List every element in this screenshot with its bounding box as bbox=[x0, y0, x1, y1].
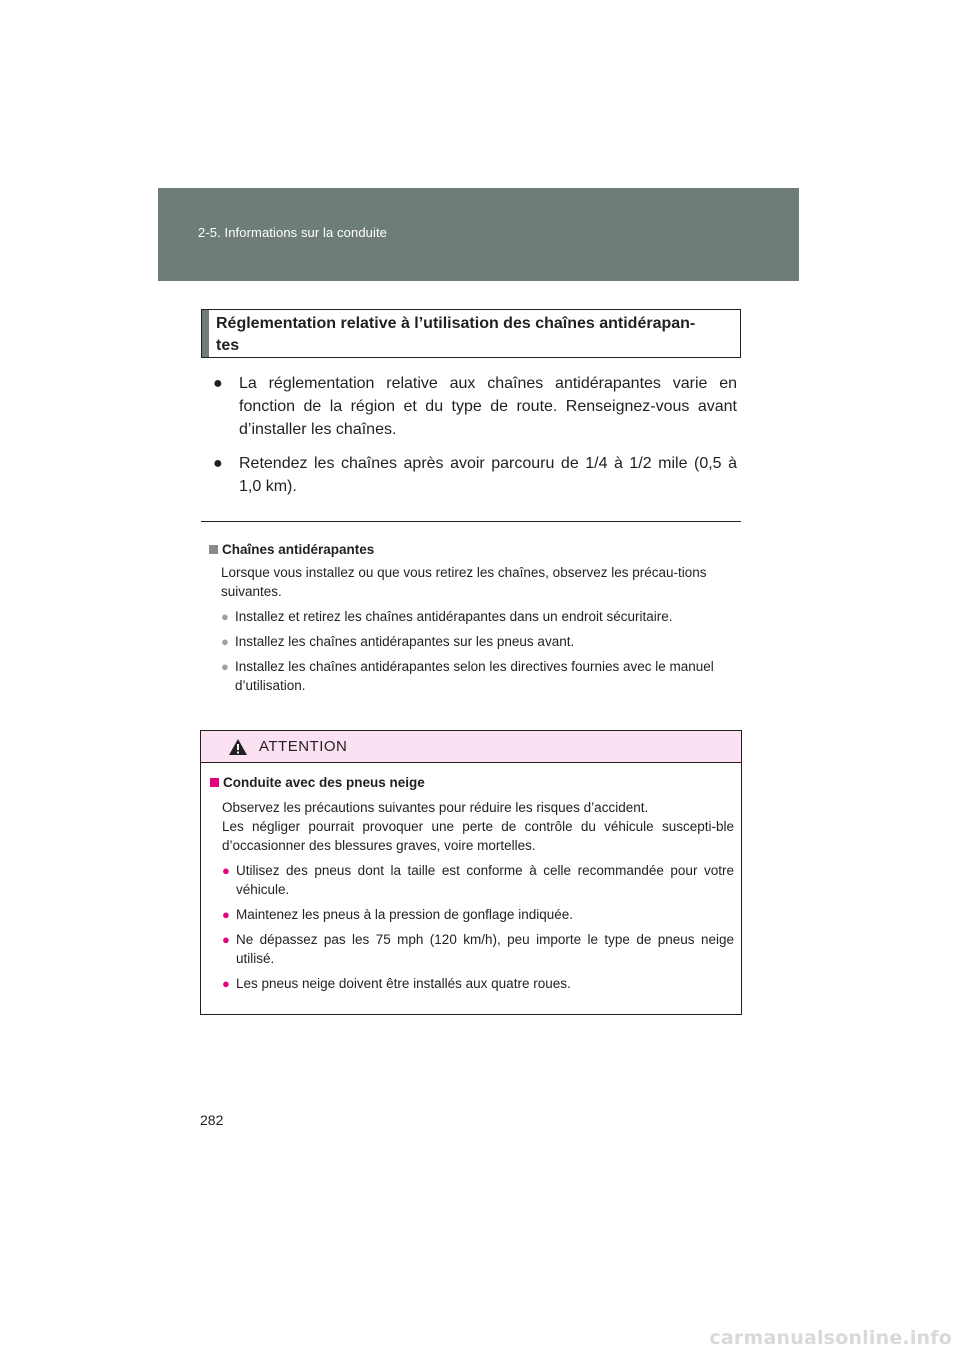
chapter-section-label: 2-5. Informations sur la conduite bbox=[198, 225, 388, 240]
page-number: 282 bbox=[200, 1112, 224, 1128]
section-bullet-text: La réglementation relative aux chaînes antidérapantes varie en fonction de la région et du type de route. Renseignez-vous avant d’installer les chaînes. bbox=[239, 375, 737, 438]
attention-item bbox=[222, 905, 734, 924]
notes-item bbox=[221, 657, 737, 695]
watermark: carmanualsonline.info bbox=[709, 1327, 952, 1349]
attention-item-text: Utilisez des pneus dont la taille est conforme à celle recommandée pour votre véhicule. bbox=[236, 863, 734, 897]
warning-triangle-icon bbox=[228, 738, 248, 756]
notes-heading-text: Chaînes antidérapantes bbox=[222, 542, 375, 557]
notes-item bbox=[221, 607, 737, 626]
section-title-line-2: tes bbox=[216, 337, 240, 354]
attention-heading-text: Conduite avec des pneus neige bbox=[223, 775, 425, 790]
attention-label: ATTENTION bbox=[259, 738, 348, 755]
section-title-accent-bar bbox=[202, 310, 209, 357]
notes-item-text: Installez et retirez les chaînes antidérapantes dans un endroit sécuritaire. bbox=[235, 609, 673, 624]
section-title-box bbox=[201, 309, 741, 358]
section-title-line-1: Réglementation relative à l’utilisation des chaînes antidérapan- bbox=[216, 315, 696, 332]
square-bullet-icon bbox=[209, 545, 218, 554]
bullet-dot-icon: ● bbox=[222, 932, 230, 947]
bullet-dot-icon: ● bbox=[221, 609, 229, 624]
bullet-dot-icon: ● bbox=[213, 375, 223, 392]
notes-item-text: Installez les chaînes antidérapantes sur les pneus avant. bbox=[235, 634, 575, 649]
attention-header bbox=[201, 731, 741, 763]
bullet-dot-icon: ● bbox=[213, 455, 223, 472]
attention-item-text: Ne dépassez pas les 75 mph (120 km/h), peu importe le type de pneus neige utilisé. bbox=[236, 932, 734, 966]
attention-intro-line-2: Les négliger pourrait provoquer une perte de contrôle du véhicule suscepti-ble d’occasionner des blessures graves, voire mortelles. bbox=[222, 819, 734, 853]
section-bullet bbox=[213, 452, 737, 498]
section-bullet-text: Retendez les chaînes après avoir parcouru de 1/4 à 1/2 mile (0,5 à 1,0 km). bbox=[239, 455, 737, 495]
notes-block bbox=[209, 540, 737, 695]
attention-intro bbox=[222, 798, 734, 855]
bullet-dot-icon: ● bbox=[221, 659, 229, 674]
notes-heading bbox=[209, 540, 737, 559]
section-divider bbox=[201, 521, 741, 522]
notes-intro: Lorsque vous installez ou que vous retirez les chaînes, observez les précau-tions suivantes. bbox=[221, 565, 707, 599]
section-bullet bbox=[213, 372, 737, 441]
attention-item bbox=[222, 930, 734, 968]
square-bullet-icon bbox=[210, 778, 219, 787]
attention-item bbox=[222, 974, 734, 993]
notes-item bbox=[221, 632, 737, 651]
attention-body bbox=[210, 773, 734, 993]
attention-item bbox=[222, 861, 734, 899]
bullet-dot-icon: ● bbox=[221, 634, 229, 649]
bullet-dot-icon: ● bbox=[222, 976, 230, 991]
attention-box bbox=[200, 730, 742, 1015]
chapter-header-band bbox=[158, 188, 799, 281]
attention-item-text: Maintenez les pneus à la pression de gonflage indiquée. bbox=[236, 907, 573, 922]
attention-item-text: Les pneus neige doivent être installés aux quatre roues. bbox=[236, 976, 571, 991]
section-title bbox=[216, 313, 734, 357]
bullet-dot-icon: ● bbox=[222, 907, 230, 922]
bullet-dot-icon: ● bbox=[222, 863, 230, 878]
section-bullets bbox=[213, 372, 737, 509]
attention-intro-line-1: Observez les précautions suivantes pour réduire les risques d’accident. bbox=[222, 800, 649, 815]
attention-heading bbox=[210, 773, 734, 792]
notes-item-text: Installez les chaînes antidérapantes selon les directives fournies avec le manuel d’utilisation. bbox=[235, 659, 714, 693]
